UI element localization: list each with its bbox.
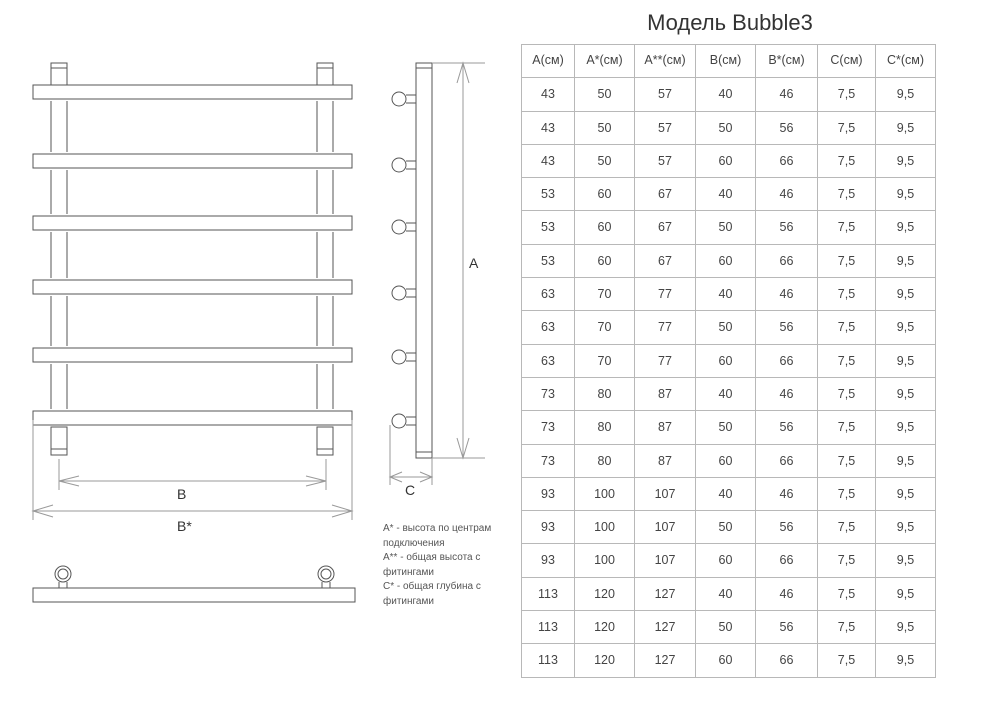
- table-cell: 93: [522, 544, 575, 577]
- table-cell: 9,5: [876, 477, 936, 510]
- table-cell: 60: [696, 444, 756, 477]
- table-row: [522, 244, 936, 277]
- table-cell: 60: [696, 644, 756, 677]
- table-cell: 7,5: [818, 544, 876, 577]
- table-cell: 53: [522, 211, 575, 244]
- table-cell: 66: [756, 444, 818, 477]
- table-cell: 63: [522, 344, 575, 377]
- table-cell: 7,5: [818, 411, 876, 444]
- table-cell: 46: [756, 577, 818, 610]
- header-a: A(см): [522, 45, 575, 78]
- table-row: [522, 377, 936, 410]
- table-cell: 9,5: [876, 544, 936, 577]
- table-cell: 9,5: [876, 611, 936, 644]
- table-cell: 80: [575, 377, 635, 410]
- dimension-a-label: A: [469, 255, 479, 271]
- side-view: [392, 63, 432, 458]
- table-cell: 7,5: [818, 111, 876, 144]
- table-cell: 7,5: [818, 178, 876, 211]
- table-row: [522, 411, 936, 444]
- table-cell: 9,5: [876, 178, 936, 211]
- table-cell: 40: [696, 477, 756, 510]
- dimension-b-star-label: B*: [177, 518, 192, 534]
- table-cell: 50: [575, 78, 635, 111]
- table-cell: 43: [522, 78, 575, 111]
- table-cell: 7,5: [818, 444, 876, 477]
- table-cell: 67: [635, 244, 696, 277]
- table-cell: 9,5: [876, 78, 936, 111]
- table-cell: 70: [575, 344, 635, 377]
- table-cell: 87: [635, 411, 696, 444]
- table-cell: 50: [696, 111, 756, 144]
- table-row: [522, 644, 936, 677]
- table-cell: 60: [696, 544, 756, 577]
- table-cell: 40: [696, 178, 756, 211]
- table-cell: 66: [756, 344, 818, 377]
- table-cell: 50: [696, 311, 756, 344]
- table-row: [522, 511, 936, 544]
- table-cell: 127: [635, 577, 696, 610]
- table-cell: 9,5: [876, 311, 936, 344]
- table-cell: 67: [635, 178, 696, 211]
- table-cell: 57: [635, 144, 696, 177]
- table-cell: 50: [575, 111, 635, 144]
- table-cell: 100: [575, 511, 635, 544]
- header-c: C(см): [818, 45, 876, 78]
- table-row: [522, 477, 936, 510]
- header-a-star: A*(см): [575, 45, 635, 78]
- table-cell: 7,5: [818, 211, 876, 244]
- table-cell: 7,5: [818, 611, 876, 644]
- table-cell: 7,5: [818, 577, 876, 610]
- table-cell: 7,5: [818, 344, 876, 377]
- table-cell: 7,5: [818, 311, 876, 344]
- table-cell: 113: [522, 644, 575, 677]
- table-cell: 60: [696, 144, 756, 177]
- table-cell: 66: [756, 544, 818, 577]
- table-cell: 56: [756, 311, 818, 344]
- table-cell: 7,5: [818, 78, 876, 111]
- top-view: [33, 566, 355, 602]
- table-cell: 7,5: [818, 477, 876, 510]
- header-b: B(см): [696, 45, 756, 78]
- table-cell: 113: [522, 611, 575, 644]
- table-cell: 93: [522, 511, 575, 544]
- table-cell: 56: [756, 511, 818, 544]
- table-cell: 93: [522, 477, 575, 510]
- table-cell: 46: [756, 78, 818, 111]
- table-cell: 87: [635, 377, 696, 410]
- table-header-row: [522, 45, 936, 78]
- table-cell: 57: [635, 111, 696, 144]
- table-cell: 57: [635, 78, 696, 111]
- table-row: [522, 144, 936, 177]
- table-row: [522, 211, 936, 244]
- table-cell: 46: [756, 278, 818, 311]
- table-cell: 120: [575, 577, 635, 610]
- table-cell: 9,5: [876, 211, 936, 244]
- table-cell: 9,5: [876, 244, 936, 277]
- table-cell: 50: [696, 511, 756, 544]
- table-cell: 70: [575, 278, 635, 311]
- table-cell: 87: [635, 444, 696, 477]
- table-cell: 7,5: [818, 377, 876, 410]
- dimension-b-label: B: [177, 486, 187, 502]
- table-cell: 77: [635, 311, 696, 344]
- table-cell: 50: [575, 144, 635, 177]
- table-cell: 77: [635, 344, 696, 377]
- table-cell: 7,5: [818, 511, 876, 544]
- table-cell: 43: [522, 111, 575, 144]
- note-a-double-star: A** - общая высота с фитингами: [383, 552, 481, 578]
- table-cell: 50: [696, 611, 756, 644]
- table-cell: 7,5: [818, 278, 876, 311]
- table-row: [522, 178, 936, 211]
- table-cell: 9,5: [876, 444, 936, 477]
- table-row: [522, 311, 936, 344]
- table-cell: 7,5: [818, 144, 876, 177]
- header-b-star: B*(см): [756, 45, 818, 78]
- table-cell: 60: [575, 178, 635, 211]
- table-cell: 66: [756, 644, 818, 677]
- front-view: [33, 63, 352, 455]
- table-cell: 40: [696, 577, 756, 610]
- table-cell: 40: [696, 278, 756, 311]
- table-cell: 73: [522, 411, 575, 444]
- header-c-star: C*(см): [876, 45, 936, 78]
- table-cell: 66: [756, 244, 818, 277]
- table-cell: 9,5: [876, 411, 936, 444]
- table-cell: 7,5: [818, 644, 876, 677]
- table-cell: 80: [575, 444, 635, 477]
- table-cell: 56: [756, 211, 818, 244]
- table-cell: 63: [522, 278, 575, 311]
- table-row: [522, 78, 936, 111]
- spec-table: [521, 44, 936, 678]
- table-cell: 113: [522, 577, 575, 610]
- table-row: [522, 444, 936, 477]
- table-cell: 7,5: [818, 244, 876, 277]
- table-cell: 9,5: [876, 144, 936, 177]
- table-cell: 127: [635, 611, 696, 644]
- table-cell: 56: [756, 111, 818, 144]
- table-cell: 9,5: [876, 644, 936, 677]
- table-cell: 40: [696, 377, 756, 410]
- table-cell: 80: [575, 411, 635, 444]
- table-cell: 67: [635, 211, 696, 244]
- table-cell: 53: [522, 178, 575, 211]
- table-cell: 120: [575, 611, 635, 644]
- table-cell: 40: [696, 78, 756, 111]
- table-cell: 73: [522, 377, 575, 410]
- dimension-lines: [33, 63, 485, 520]
- table-cell: 46: [756, 178, 818, 211]
- table-cell: 107: [635, 477, 696, 510]
- table-cell: 100: [575, 477, 635, 510]
- table-cell: 77: [635, 278, 696, 311]
- table-row: [522, 278, 936, 311]
- table-cell: 70: [575, 311, 635, 344]
- table-cell: 43: [522, 144, 575, 177]
- table-cell: 66: [756, 144, 818, 177]
- table-cell: 107: [635, 511, 696, 544]
- model-title: Модель Bubble3: [647, 10, 813, 35]
- table-row: [522, 544, 936, 577]
- table-cell: 9,5: [876, 344, 936, 377]
- note-c-star: C* - общая глубина с фитингами: [383, 581, 481, 607]
- table-cell: 56: [756, 411, 818, 444]
- table-cell: 56: [756, 611, 818, 644]
- table-cell: 9,5: [876, 511, 936, 544]
- table-cell: 107: [635, 544, 696, 577]
- table-cell: 120: [575, 644, 635, 677]
- table-cell: 127: [635, 644, 696, 677]
- notes: [383, 522, 523, 609]
- table-cell: 60: [696, 244, 756, 277]
- table-cell: 50: [696, 211, 756, 244]
- table-cell: 9,5: [876, 111, 936, 144]
- table-cell: 50: [696, 411, 756, 444]
- table-cell: 46: [756, 377, 818, 410]
- header-a-double-star: A**(см): [635, 45, 696, 78]
- table-row: [522, 111, 936, 144]
- table-cell: 60: [575, 211, 635, 244]
- note-a-star: A* - высота по центрам подключения: [383, 523, 492, 549]
- table-cell: 100: [575, 544, 635, 577]
- table-cell: 9,5: [876, 377, 936, 410]
- table-cell: 9,5: [876, 577, 936, 610]
- table-cell: 63: [522, 311, 575, 344]
- table-cell: 46: [756, 477, 818, 510]
- table-cell: 60: [575, 244, 635, 277]
- table-cell: 60: [696, 344, 756, 377]
- table-row: [522, 611, 936, 644]
- dimension-c-label: C: [405, 482, 416, 498]
- table-cell: 9,5: [876, 278, 936, 311]
- table-row: [522, 577, 936, 610]
- table-row: [522, 344, 936, 377]
- table-cell: 73: [522, 444, 575, 477]
- table-cell: 53: [522, 244, 575, 277]
